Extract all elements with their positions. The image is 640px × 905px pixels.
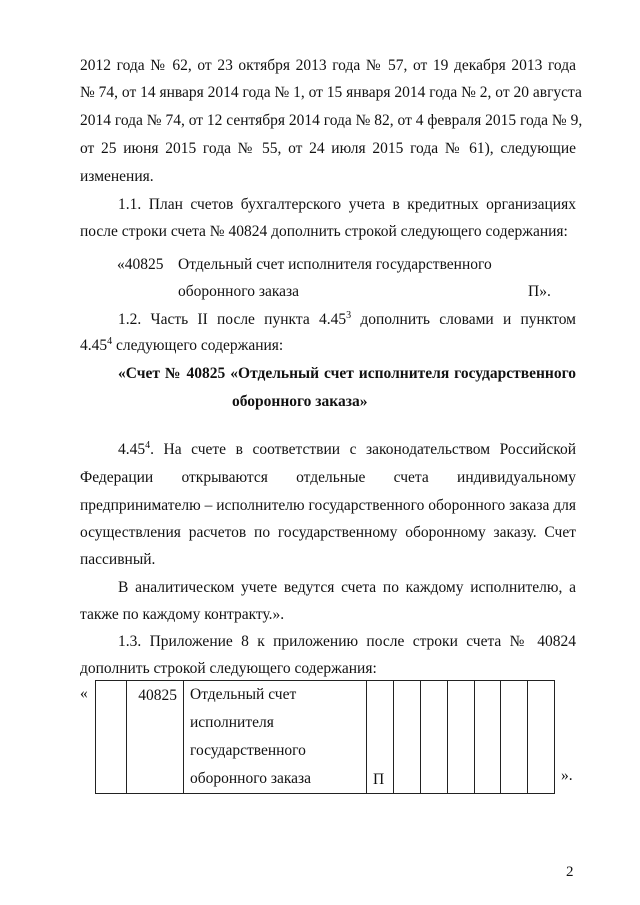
table-cell-empty xyxy=(421,681,448,794)
desc-line: государственного xyxy=(190,742,306,759)
account-heading-line-1: «Счет № 40825 «Отдельный счет исполнителя государственного xyxy=(118,365,576,382)
analytic-line-1: В аналитическом учете ведутся счета по каждому исполнителю, а xyxy=(118,579,576,596)
item-1-2-line-1: 1.2. Часть II после пункта 4.45$^3$ дополнить словами и пунктом xyxy=(118,309,576,328)
item-1-2-line-2: 4.45$^4$ следующего содержания: xyxy=(80,335,284,354)
table-cell-empty xyxy=(448,681,475,794)
table-cell-account: 40825 xyxy=(127,681,184,794)
item-1-1-line-1: 1.1. План счетов бухгалтерского учета в кредитных организациях xyxy=(118,196,576,213)
item-1-3-line-2: дополнить строкой следующего содержания: xyxy=(80,660,377,677)
row-text-line-2: оборонного заказа xyxy=(178,283,300,300)
table-close-quote: ». xyxy=(561,767,573,784)
desc-line: Отдельный счет xyxy=(190,686,297,703)
desc-line: оборонного заказа xyxy=(190,770,312,787)
table-row xyxy=(96,681,555,794)
section-4-45-4-line-3: предпринимателю – исполнителю государственного оборонного заказа для xyxy=(80,497,576,514)
table-open-quote: « xyxy=(80,685,88,702)
superscript: 4 xyxy=(107,335,113,347)
table-cell-empty xyxy=(528,681,555,794)
table-cell-empty xyxy=(501,681,528,794)
item-1-1-line-2: после строки счета № 40824 дополнить строкой следующего содержания: xyxy=(80,223,568,240)
table-cell-sign: П xyxy=(367,681,394,794)
table-cell-description xyxy=(184,681,367,794)
row-text-line-1: Отдельный счет исполнителя государственного xyxy=(178,256,492,273)
intro-line-2: № 74, от 14 января 2014 года № 1, от 15 января 2014 года № 2, от 20 августа xyxy=(80,84,582,101)
section-4-45-4-line-2: Федерации открываются отдельные счета индивидуальному xyxy=(80,469,576,486)
analytic-line-2: также по каждому контракту.». xyxy=(80,606,285,623)
account-heading-line-2: оборонного заказа» xyxy=(232,393,368,410)
row-sign: П». xyxy=(528,283,551,300)
intro-line-5: изменения. xyxy=(80,168,154,185)
intro-line-1: 2012 года № 62, от 23 октября 2013 года № 57, от 19 декабря 2013 года xyxy=(80,57,576,74)
item-1-3-line-1: 1.3. Приложение 8 к приложению после строки счета № 40824 xyxy=(118,633,576,650)
table-cell-empty xyxy=(96,681,127,794)
page-number: 2 xyxy=(566,864,574,880)
superscript: 4 xyxy=(145,439,151,451)
table-cell-empty xyxy=(394,681,421,794)
intro-line-4: от 25 июня 2015 года № 55, от 24 июля 2015 года № 61), следующие xyxy=(80,140,576,157)
table-cell-empty xyxy=(475,681,501,794)
intro-line-3: 2014 года № 74, от 12 сентября 2014 года № 82, от 4 февраля 2015 года № 9, xyxy=(80,112,583,129)
section-4-45-4-line-4: осуществления расчетов по государственному оборонному заказу. Счет xyxy=(80,524,576,541)
section-4-45-4-line-1: 4.45$^4$. На счете в соответствии с законодательством Российской xyxy=(118,439,576,458)
row-quote-account: «40825 xyxy=(117,256,164,273)
superscript: 3 xyxy=(346,309,352,321)
appendix-table-row xyxy=(95,680,555,794)
section-4-45-4-line-5: пассивный. xyxy=(80,551,156,568)
desc-line: исполнителя xyxy=(190,714,274,731)
